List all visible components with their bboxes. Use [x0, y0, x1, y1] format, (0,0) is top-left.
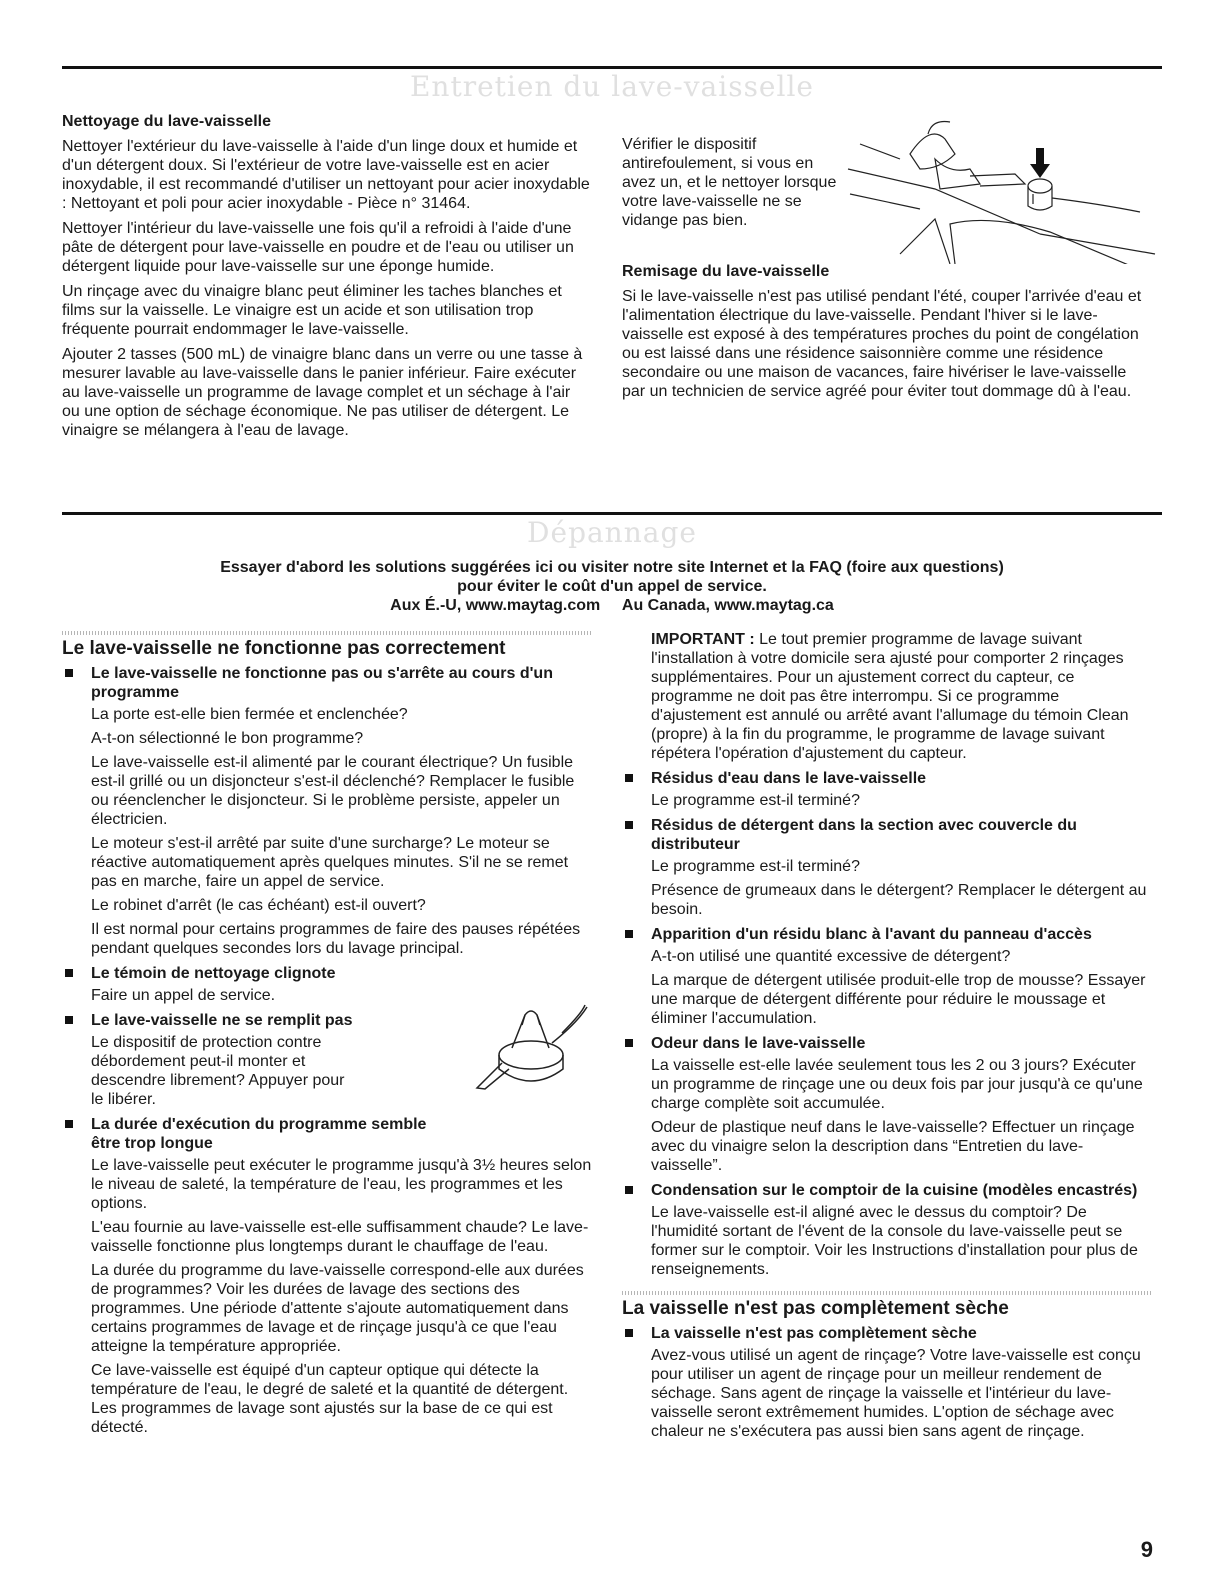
cleaning-paragraph: Un rinçage avec du vinaigre blanc peut éliminer les taches blanches et films sur la vaisselle. Le vinaigre est un acide et son utilisation trop fréquente pourrait endommager le lave-vaisselle. [62, 283, 562, 338]
item-title: La durée d'exécution du programme semble être trop longue [91, 1116, 427, 1152]
list-item [62, 1115, 592, 1437]
item-text: Le programme est-il terminé? [651, 858, 860, 875]
list-item [62, 1011, 592, 1109]
item-text: Il est normal pour certains programmes de faire des pauses répétées pendant quelques secondes lors du lavage principal. [91, 921, 581, 957]
troubleshooting-intro [62, 558, 1162, 615]
list-item [62, 664, 592, 958]
item-text: Le robinet d'arrêt (le cas échéant) est-il ouvert? [91, 897, 426, 914]
item-text: Le dispositif de protection contre débordement peut-il monter et descendre librement? Appuyer pour le libérer. [91, 1034, 345, 1108]
item-text: La marque de détergent utilisée produit-elle trop de mousse? Essayer une marque de détergent différente pour réduire le moussage et éliminer l'accumulation. [651, 972, 1146, 1027]
bullet-icon [65, 1016, 73, 1024]
item-title: Apparition d'un résidu blanc à l'avant du panneau d'accès [651, 926, 1092, 943]
list-item [622, 1034, 1152, 1175]
item-text: La porte est-elle bien fermée et enclenchée? [91, 706, 408, 723]
list-item [622, 816, 1152, 919]
important-text: Le tout premier programme de lavage suivant l'installation à votre domicile sera ajusté pour comporter 2 rinçages supplémentaires. Pour un ajustement correct du capteur, ce programme ne doit pas être interrompu. Si ce programme d'ajustement est annulé ou arrêté avant l'allumage du témoin Clean (propre) à la fin du programme, le programme de lavage suivant répétera l'opération d'ajustement du capteur. [651, 631, 1129, 762]
bullet-icon [625, 774, 633, 782]
list-item [622, 1324, 1152, 1441]
item-text: Ce lave-vaisselle est équipé d'un capteur optique qui détecte la température de l'eau, le degré de saleté et la quantité de détergent. Les programmes de lavage sont ajustés sur la base de ce qui est détecté. [91, 1362, 569, 1436]
bullet-icon [65, 969, 73, 977]
bullet-icon [625, 1039, 633, 1047]
top-rule [62, 66, 1162, 69]
storage-heading: Remisage du lave-vaisselle [622, 263, 830, 280]
bullet-icon [625, 821, 633, 829]
item-title: Le lave-vaisselle ne fonctionne pas ou s'arrête au cours d'un programme [91, 665, 553, 701]
section-dotted-bar [622, 1291, 1152, 1295]
cleaning-heading: Nettoyage du lave-vaisselle [62, 113, 271, 130]
intro-line: Essayer d'abord les solutions suggérées ici ou visiter notre site Internet et la FAQ (foire aux questions) [220, 559, 1004, 576]
list-item [622, 925, 1152, 1028]
list-item [62, 964, 592, 1005]
important-note [622, 630, 1152, 763]
item-title: Résidus d'eau dans le lave-vaisselle [651, 770, 927, 787]
troubleshooting-right-column [622, 630, 1152, 1446]
bullet-icon [625, 930, 633, 938]
list-item [622, 1181, 1152, 1279]
troubleshooting-title: Dépannage [527, 516, 697, 549]
air-gap-faucet-illustration [840, 114, 1160, 264]
airgap-text: Vérifier le dispositif antirefoulement, si vous en avez un, et le nettoyer lorsque votre lave-vaisselle ne se vidange pas bien. [622, 136, 837, 229]
item-title: Le lave-vaisselle ne se remplit pas [91, 1012, 353, 1029]
item-text: Avez-vous utilisé un agent de rinçage? Votre lave-vaisselle est conçu pour utiliser un agent de rinçage pour un meilleur rendement de séchage. Sans agent de rinçage la vaisselle et l'intérieur du lave-vaisselle seront extrêmement humides. L'option de séchage avec chaleur ne s'exécutera pas aussi bien sans agent de rinçage. [651, 1347, 1141, 1440]
bullet-icon [625, 1186, 633, 1194]
item-text: Odeur de plastique neuf dans le lave-vaisselle? Effectuer un rinçage avec du vinaigre selon la description dans “Entretien du lave-vaisselle”. [651, 1119, 1135, 1174]
bullet-icon [625, 1329, 633, 1337]
item-text: Présence de grumeaux dans le détergent? Remplacer le détergent au besoin. [651, 882, 1147, 918]
cleaning-paragraph: Nettoyer l'intérieur du lave-vaisselle une fois qu'il a refroidi à l'aide d'une pâte de détergent pour lave-vaisselle en poudre et de l'eau ou utiliser un détergent liquide pour lave-vaisselle sur une éponge humide. [62, 220, 574, 275]
item-text: Le programme est-il terminé? [651, 792, 860, 809]
intro-websites: Aux É.-U, www.maytag.com Au Canada, www.maytag.ca [390, 597, 834, 614]
item-text: La durée du programme du lave-vaisselle correspond-elle aux durées de programmes? Voir les durées de lavage des sections des programmes. Une période d'attente s'ajoute automatiquement dans certains programmes de lavage et de rinçage jusqu'à ce que l'eau atteigne la température appropriée. [91, 1262, 584, 1355]
page-number: 9 [1140, 1537, 1153, 1562]
item-text: Le lave-vaisselle peut exécuter le programme jusqu'à 3½ heures selon le niveau de saleté, la température de l'eau, les programmes et les options. [91, 1157, 592, 1212]
list-item [622, 769, 1152, 810]
item-text: A-t-on utilisé une quantité excessive de détergent? [651, 948, 1011, 965]
intro-line: pour éviter le coût d'un appel de service. [457, 578, 767, 595]
item-title: Résidus de détergent dans la section avec couvercle du distributeur [651, 817, 1077, 853]
section-heading-not-dry: La vaisselle n'est pas complètement sèche [622, 1298, 1009, 1319]
troubleshooting-left-column [62, 631, 592, 1442]
item-title: Odeur dans le lave-vaisselle [651, 1035, 866, 1052]
maintenance-title: Entretien du lave-vaisselle [409, 70, 814, 103]
troubleshooting-rule [62, 512, 1162, 515]
section-heading-not-working: Le lave-vaisselle ne fonctionne pas correctement [62, 638, 506, 659]
bullet-icon [65, 669, 73, 677]
item-title: La vaisselle n'est pas complètement sèche [651, 1325, 977, 1342]
cleaning-paragraph: Ajouter 2 tasses (500 mL) de vinaigre blanc dans un verre ou une tasse à mesurer lavable au lave-vaisselle dans le panier inférieur. Faire exécuter au lave-vaisselle un programme de lavage complet et un séchage à l'air ou une option de séchage économique. Ne pas utiliser de détergent. Le vinaigre se mélangera à l'eau de lavage. [62, 346, 583, 439]
float-switch-illustration [467, 1003, 592, 1093]
item-text: Le moteur s'est-il arrêté par suite d'une surcharge? Le moteur se réactive automatiquement après quelques minutes. S'il ne se remet pas en marche, faire un appel de service. [91, 835, 569, 890]
item-text: L'eau fournie au lave-vaisselle est-elle suffisamment chaude? Le lave-vaisselle fonctionne plus longtemps durant le chauffage de l'eau. [91, 1219, 589, 1255]
section-dotted-bar [62, 631, 592, 635]
cleaning-paragraph: Nettoyer l'extérieur du lave-vaisselle à l'aide d'un linge doux et humide et d'un détergent doux. Si l'extérieur de votre lave-vaisselle est en acier inoxydable, il est recommandé d'utiliser un nettoyant pour acier inoxydable : Nettoyant et poli pour acier inoxydable - Pièce n° 31464. [62, 138, 590, 212]
maintenance-left-column [62, 112, 592, 446]
item-title: Le témoin de nettoyage clignote [91, 965, 336, 982]
important-label: IMPORTANT : [651, 631, 755, 648]
storage-text: Si le lave-vaisselle n'est pas utilisé pendant l'été, couper l'arrivée d'eau et l'alimentation électrique du lave-vaisselle. Pendant l'hiver si le lave-vaisselle est exposé à des températures proches du point de congélation ou est laissé dans une résidence saisonnière comme une résidence secondaire ou une maison de vacances, faire hivériser le lave-vaisselle par un technicien de service agréé pour éviter tout dommage dû à l'eau. [622, 288, 1142, 400]
bullet-icon [65, 1120, 73, 1128]
item-text: Le lave-vaisselle est-il aligné avec le dessus du comptoir? De l'humidité sortant de l'évent de la console du lave-vaisselle peut se former sur le comptoir. Voir les Instructions d'installation pour plus de renseignements. [651, 1204, 1138, 1278]
item-title: Condensation sur le comptoir de la cuisine (modèles encastrés) [651, 1182, 1138, 1199]
storage-block [622, 262, 1152, 407]
item-text: Faire un appel de service. [91, 987, 276, 1004]
item-text: Le lave-vaisselle est-il alimenté par le courant électrique? Un fusible est-il grillé ou un disjoncteur s'est-il déclenché? Remplacer le fusible ou réenclencher le disjoncteur. Si le problème persiste, appeler un électricien. [91, 754, 575, 828]
item-text: La vaisselle est-elle lavée seulement tous les 2 ou 3 jours? Exécuter un programme de rinçage une ou deux fois par jour jusqu'à ce qu'une charge complète soit accumulée. [651, 1057, 1143, 1112]
item-text: A-t-on sélectionné le bon programme? [91, 730, 364, 747]
